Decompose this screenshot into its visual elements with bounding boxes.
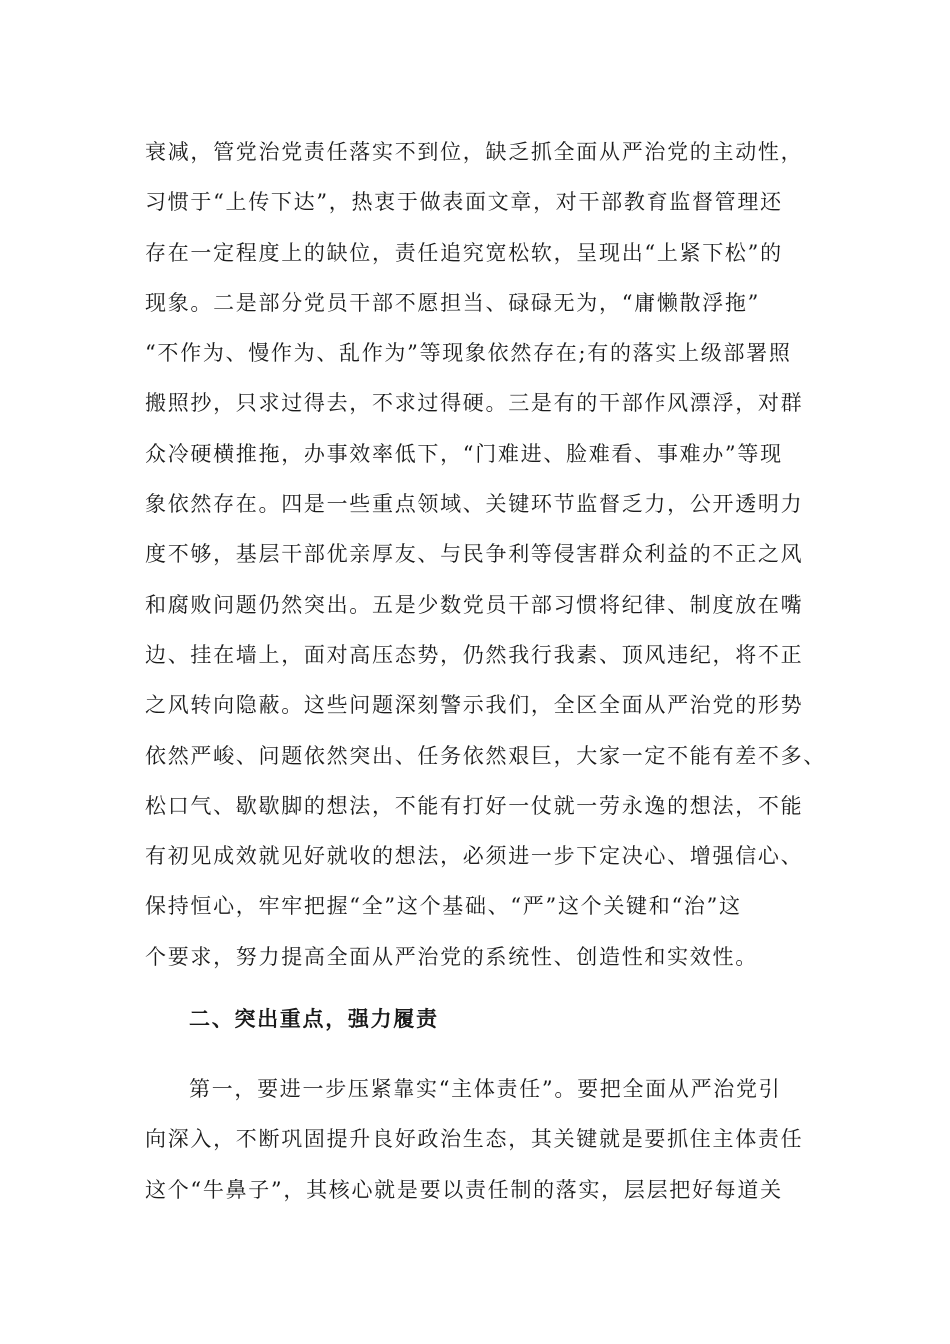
text-line: 个要求，努力提高全面从严治党的系统性、创造性和实效性。 — [145, 944, 758, 969]
text-line: 众冷硬横推拖，办事效率低下，“门难进、脸难看、事难办”等现 — [145, 441, 783, 466]
text-line: 这个“牛鼻子”，其核心就是要以责任制的落实，层层把好每道关 — [145, 1177, 783, 1202]
document-body — [145, 133, 826, 1221]
text-line: 向深入，不断巩固提升良好政治生态，其关键就是要抓住主体责任 — [145, 1127, 804, 1152]
text-line: 衰减，管党治党责任落实不到位，缺乏抓全面从严治党的主动性， — [145, 140, 804, 164]
text-line: 松口气、歇歇脚的想法，不能有打好一仗就一劳永逸的想法，不能 — [145, 793, 804, 818]
text-line: 搬照抄，只求过得去，不求过得硬。三是有的干部作风漂浮，对群 — [145, 391, 804, 416]
text-line: 依然严峻、问题依然突出、任务依然艰巨，大家一定不能有差不多、 — [145, 743, 826, 768]
text-line: 度不够，基层干部优亲厚友、与民争利等侵害群众利益的不正之风 — [145, 542, 804, 567]
text-line: 之风转向隐蔽。这些问题深刻警示我们，全区全面从严治党的形势 — [145, 693, 804, 718]
text-line: 边、挂在墙上，面对高压态势，仍然我行我素、顶风违纪，将不正 — [145, 642, 804, 667]
text-line: 现象。二是部分党员干部不愿担当、碌碌无为，“庸懒散浮拖” — [145, 290, 761, 315]
text-line: 有初见成效就见好就收的想法，必须进一步下定决心、增强信心、 — [145, 844, 804, 869]
text-line: 象依然存在。四是一些重点领域、关键环节监督乏力，公开透明力 — [145, 492, 804, 517]
section-heading: 二、突出重点，强力履责 — [189, 1006, 439, 1032]
text-line: 第一，要进一步压紧靠实“主体责任”。要把全面从严治党引 — [189, 1077, 782, 1102]
text-line: 和腐败问题仍然突出。五是少数党员干部习惯将纪律、制度放在嘴 — [145, 592, 804, 617]
body-paragraph — [145, 1070, 805, 1221]
text-line: 习惯于“上传下达”，热衷于做表面文章，对干部教育监督管理还 — [145, 190, 783, 215]
body-paragraph — [145, 133, 826, 988]
text-line: “不作为、慢作为、乱作为”等现象依然存在;有的落实上级部署照 — [145, 341, 792, 366]
text-line: 存在一定程度上的缺位，责任追究宽松软，呈现出“上紧下松”的 — [145, 240, 783, 265]
text-line: 保持恒心，牢牢把握“全”这个基础、“严”这个关键和“治”这 — [145, 894, 742, 919]
